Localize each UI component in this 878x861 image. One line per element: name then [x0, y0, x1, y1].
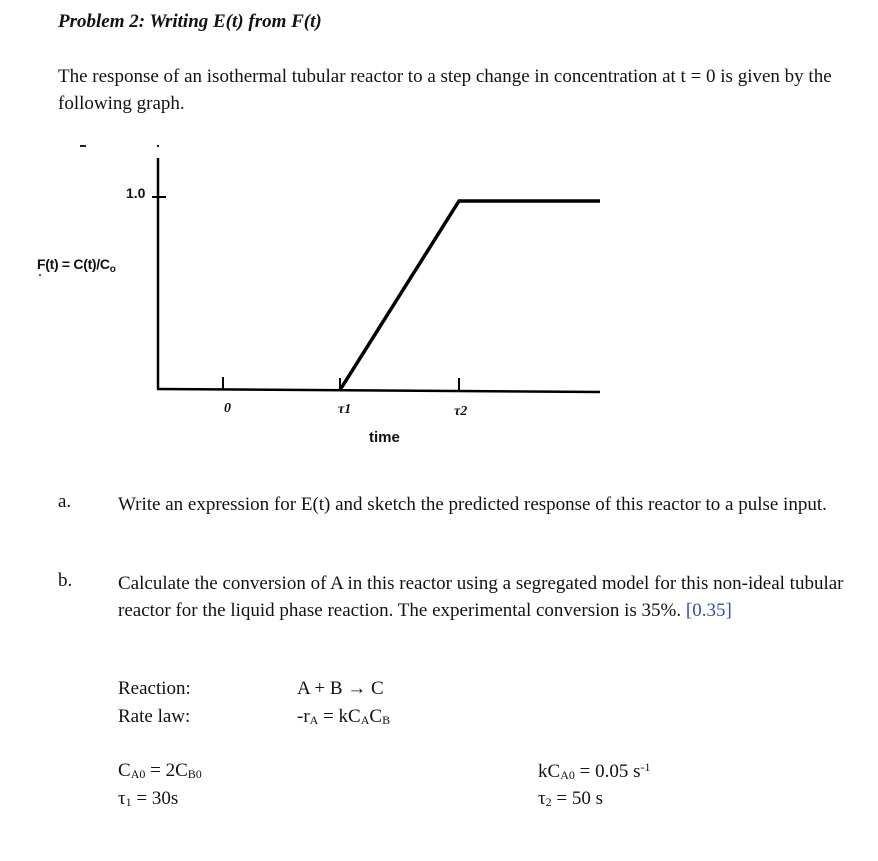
tau2-eq: = 50 s [551, 788, 603, 809]
tau2-symbol: τ [538, 788, 546, 809]
problem-intro: The response of an isothermal tubular reactor to a step change in concentration at t = 0 is given by the following graph. [58, 66, 832, 114]
question-a-label: a. [58, 491, 72, 512]
ca0-c: C [118, 760, 131, 781]
kca0-eq: = 0.05 s [574, 761, 641, 782]
y-axis-label [37, 256, 116, 275]
tau1-eq: = 30s [131, 788, 179, 809]
cb0-sub: B0 [187, 767, 202, 781]
tau1-sub: 1 [125, 795, 132, 809]
kca0-sup: -1 [640, 760, 651, 774]
ca0-eq: = 2C [145, 760, 188, 781]
param-kca0 [538, 760, 650, 783]
question-b [118, 570, 848, 624]
kca0-k: kC [538, 761, 561, 782]
kca0-sub: A0 [560, 768, 575, 782]
rate-sub-a1: A [309, 713, 319, 727]
rate-c: C [369, 706, 383, 727]
rate-eq-k: = kC [318, 706, 361, 727]
problem-title: Problem 2: Writing E(t) from F(t) [58, 11, 322, 32]
rate-law-value [297, 706, 390, 728]
rate-law-label: Rate law: [118, 706, 191, 727]
scan-mark-3 [39, 274, 41, 276]
tau1-symbol: τ [118, 788, 126, 809]
series-f-t-line [340, 201, 600, 390]
rate-sub-b: B [382, 713, 391, 727]
param-tau1 [118, 788, 178, 810]
f-t-graph [0, 140, 878, 460]
x-tick-label-0: 0 [224, 401, 231, 416]
param-tau2 [538, 788, 603, 810]
x-tick-label-tau1: τ1 [338, 402, 352, 417]
y-axis-label-sub: o [109, 264, 116, 275]
reaction-label: Reaction: [118, 678, 191, 699]
y-tick-label-1: 1.0 [126, 185, 146, 201]
scan-mark-2 [157, 145, 159, 147]
rate-minus-r: -r [297, 706, 310, 727]
reaction-value: A + B → C [297, 678, 384, 699]
question-a-text: Write an expression for E(t) and sketch the predicted response of this reactor to a pulse input. [118, 494, 827, 515]
question-b-text: Calculate the conversion of A in this reactor using a segregated model for this non-ideal tubular reactor for the liquid phase reaction. The experimental conversion is 35%. [118, 573, 844, 621]
rate-sub-a2: A [360, 713, 370, 727]
question-b-label: b. [58, 570, 73, 591]
ca0-sub: A0 [130, 767, 146, 781]
x-axis-label: time [369, 429, 400, 446]
x-tick-label-tau2: τ2 [454, 404, 468, 419]
param-ca0 [118, 760, 202, 782]
tau2-sub: 2 [545, 795, 552, 809]
answer-value: [0.35] [685, 600, 732, 621]
y-axis-label-text: F(t) = C(t)/C [37, 256, 110, 272]
